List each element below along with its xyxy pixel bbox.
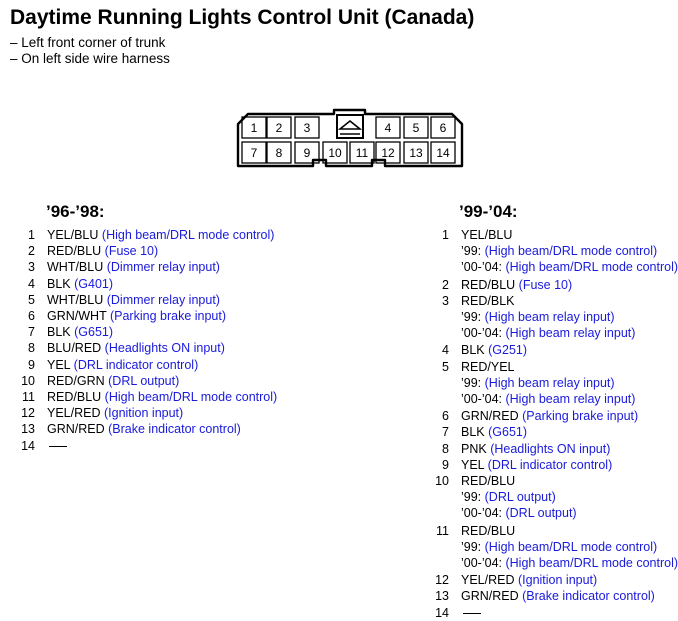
- connector-cavities: [242, 117, 455, 163]
- wire-color: GRN/RED: [47, 422, 105, 437]
- pin-function: (Dimmer relay input): [106, 292, 220, 307]
- wire-color: YEL/RED: [461, 573, 515, 588]
- pin-function: (Parking brake input): [522, 409, 639, 424]
- pin-entry: [13, 405, 277, 421]
- pin-number: 1: [28, 228, 35, 242]
- pin-function: (Ignition input): [103, 406, 184, 421]
- right-section-heading: ’99-’04:: [459, 202, 518, 221]
- pin-number: 11: [436, 523, 449, 538]
- pin-entry: [427, 588, 678, 604]
- variant-years: ’00-’04:: [461, 392, 502, 407]
- location-note-trunk: – Left front corner of trunk: [10, 35, 166, 50]
- wire-color: YEL/RED: [47, 406, 101, 421]
- pin-number: 4: [28, 276, 35, 291]
- variant-years: ’00-’04:: [461, 556, 502, 571]
- pin-function: (G651): [488, 425, 528, 440]
- pin-function: (Headlights ON input): [490, 441, 611, 456]
- variant-years: ’99:: [461, 490, 482, 505]
- pin-entry: [427, 424, 678, 440]
- wire-color: WHT/BLU: [47, 292, 104, 307]
- pin-entry: [427, 408, 678, 424]
- left-pin-list: [13, 227, 277, 454]
- pin-entry: [427, 277, 678, 293]
- pin-entry: [13, 324, 277, 340]
- pin-number: 1: [442, 228, 449, 242]
- wire-color: YEL/BLU: [47, 228, 99, 242]
- connector-pin-label: 2: [275, 121, 283, 135]
- pin-number: 5: [28, 292, 35, 307]
- connector-pin-label: 1: [250, 121, 258, 135]
- variant-years: ’99:: [461, 539, 482, 554]
- wire-color: BLK: [47, 276, 71, 291]
- variant-function: (High beam relay input): [484, 375, 615, 390]
- wire-color: GRN/WHT: [47, 309, 107, 324]
- pin-function: (High beam/DRL mode control): [101, 228, 275, 242]
- pin-year-variant: [461, 555, 678, 571]
- pin-number: 14: [21, 438, 35, 453]
- pin-entry: [427, 293, 678, 342]
- connector-pin-label: 6: [439, 121, 447, 135]
- wire-color: RED/BLU: [47, 244, 102, 259]
- connector-diagram: [0, 0, 678, 180]
- wire-color: YEL: [461, 457, 485, 472]
- pin-year-variant: [461, 391, 678, 407]
- variant-years: ’00-’04:: [461, 260, 502, 275]
- pin-entry: [13, 373, 277, 389]
- pin-number: 2: [28, 244, 35, 259]
- pin-function: (Dimmer relay input): [106, 260, 220, 275]
- connector-pin-label: 10: [328, 146, 342, 160]
- wire-color: GRN/RED: [461, 589, 519, 604]
- wire-color: RED/BLU: [47, 390, 102, 405]
- pin-number: 6: [442, 409, 449, 424]
- pin-entry: [13, 227, 277, 243]
- pin-entry: [13, 292, 277, 308]
- pin-function: (G251): [488, 343, 528, 358]
- pin-year-variant: [461, 375, 678, 391]
- pin-number: 12: [21, 406, 35, 421]
- pin-number: 6: [28, 309, 35, 324]
- wire-color: BLK: [47, 325, 71, 340]
- pin-number: 13: [435, 589, 449, 604]
- pin-entry: [427, 523, 678, 572]
- pin-number: 4: [442, 343, 449, 358]
- pin-number: 12: [435, 573, 449, 588]
- wire-color: RED/BLK: [461, 293, 515, 308]
- pin-entry: [13, 421, 277, 437]
- pin-function: (Brake indicator control): [522, 589, 655, 604]
- pin-entry: [427, 342, 678, 358]
- wire-color: PNK: [461, 441, 487, 456]
- pin-number: 7: [28, 325, 35, 340]
- pin-function: (Brake indicator control): [108, 422, 241, 437]
- variant-function: (High beam relay input): [484, 310, 615, 325]
- variant-function: (High beam/DRL mode control): [505, 556, 678, 571]
- pin-number: 9: [442, 457, 449, 472]
- connector-pin-label: 4: [384, 121, 392, 135]
- pin-year-variant: [461, 539, 678, 555]
- variant-years: ’99:: [461, 375, 482, 390]
- pin-entry: [427, 359, 678, 408]
- pin-function: (Fuse 10): [104, 244, 159, 259]
- wire-color: WHT/BLU: [47, 260, 104, 275]
- pin-number: 10: [21, 373, 35, 388]
- pin-entry: [427, 473, 678, 522]
- wire-color: RED/BLU: [461, 474, 516, 489]
- unused-pin-dash: [463, 613, 481, 614]
- pin-number: 13: [21, 422, 35, 437]
- pin-year-variant: [461, 505, 678, 521]
- pin-entry: [427, 457, 678, 473]
- pin-number: 2: [442, 277, 449, 292]
- variant-years: ’99:: [461, 310, 482, 325]
- pin-function: (Fuse 10): [518, 277, 573, 292]
- pin-function: (G651): [74, 325, 114, 340]
- wire-color: YEL/BLU: [461, 228, 513, 242]
- pin-number: 3: [28, 260, 35, 275]
- right-pin-list: [427, 227, 678, 621]
- variant-years: ’99:: [461, 244, 482, 259]
- pin-number: 7: [442, 425, 449, 440]
- connector-pin-label: 14: [436, 146, 450, 160]
- variant-function: (High beam relay input): [505, 392, 636, 407]
- wire-color: RED/GRN: [47, 373, 105, 388]
- connector-pin-label: 11: [355, 146, 369, 160]
- connector-pin-label: 7: [250, 146, 258, 160]
- unused-pin-dash: [49, 446, 67, 447]
- pin-function: (Headlights ON input): [104, 341, 225, 356]
- pin-year-variant: [461, 243, 678, 259]
- connector-pin-label: 9: [303, 146, 311, 160]
- pin-entry: [13, 340, 277, 356]
- wire-color: RED/BLU: [461, 277, 516, 292]
- page-title: Daytime Running Lights Control Unit (Canada): [10, 6, 475, 29]
- variant-function: (High beam relay input): [505, 326, 636, 341]
- pin-number: 8: [28, 341, 35, 356]
- wire-color: YEL: [47, 357, 71, 372]
- wire-color: RED/BLU: [461, 523, 516, 538]
- wire-color: GRN/RED: [461, 409, 519, 424]
- pin-number: 9: [28, 357, 35, 372]
- pin-function: (DRL indicator control): [73, 357, 199, 372]
- wire-color: BLU/RED: [47, 341, 102, 356]
- pin-entry: [13, 357, 277, 373]
- pin-number: 10: [435, 474, 449, 489]
- pin-year-variant: [461, 489, 678, 505]
- wire-color: RED/YEL: [461, 359, 515, 374]
- wire-color: BLK: [461, 343, 485, 358]
- pin-function: (G401): [74, 276, 114, 291]
- pin-entry: [13, 243, 277, 259]
- variant-years: ’00-’04:: [461, 506, 502, 521]
- pin-entry: [13, 308, 277, 324]
- pin-function: (High beam/DRL mode control): [104, 390, 278, 405]
- connector-pin-label: 13: [409, 146, 423, 160]
- connector-pin-label: 8: [275, 146, 283, 160]
- pin-entry: [13, 389, 277, 405]
- variant-function: (High beam/DRL mode control): [505, 260, 678, 275]
- pin-number: 8: [442, 441, 449, 456]
- pin-number: 11: [22, 390, 35, 405]
- pin-number: 3: [442, 293, 449, 308]
- variant-years: ’00-’04:: [461, 326, 502, 341]
- wire-color: BLK: [461, 425, 485, 440]
- left-section-heading: ’96-’98:: [46, 202, 105, 221]
- pin-number: 14: [435, 605, 449, 620]
- pin-function: (Parking brake input): [109, 309, 227, 324]
- connector-lock-notch: [340, 121, 360, 129]
- pin-function: (Ignition input): [517, 573, 598, 588]
- pin-entry: [427, 605, 678, 621]
- location-note-harness: – On left side wire harness: [10, 51, 170, 66]
- variant-function: (High beam/DRL mode control): [484, 539, 658, 554]
- pin-entry: [13, 438, 277, 454]
- variant-function: (DRL output): [505, 506, 577, 521]
- pin-year-variant: [461, 325, 678, 341]
- pin-year-variant: [461, 309, 678, 325]
- connector-pin-label: 3: [303, 121, 311, 135]
- variant-function: (High beam/DRL mode control): [484, 244, 658, 259]
- pin-number: 5: [442, 359, 449, 374]
- pin-entry: [427, 572, 678, 588]
- variant-function: (DRL output): [484, 490, 556, 505]
- pin-entry: [427, 441, 678, 457]
- pin-entry: [13, 276, 277, 292]
- pin-entry: [427, 227, 678, 276]
- pin-function: (DRL indicator control): [487, 457, 613, 472]
- connector-pin-label: 5: [412, 121, 420, 135]
- connector-pin-label: 12: [381, 146, 395, 160]
- pin-entry: [13, 259, 277, 275]
- pin-function: (DRL output): [108, 373, 180, 388]
- pin-year-variant: [461, 259, 678, 275]
